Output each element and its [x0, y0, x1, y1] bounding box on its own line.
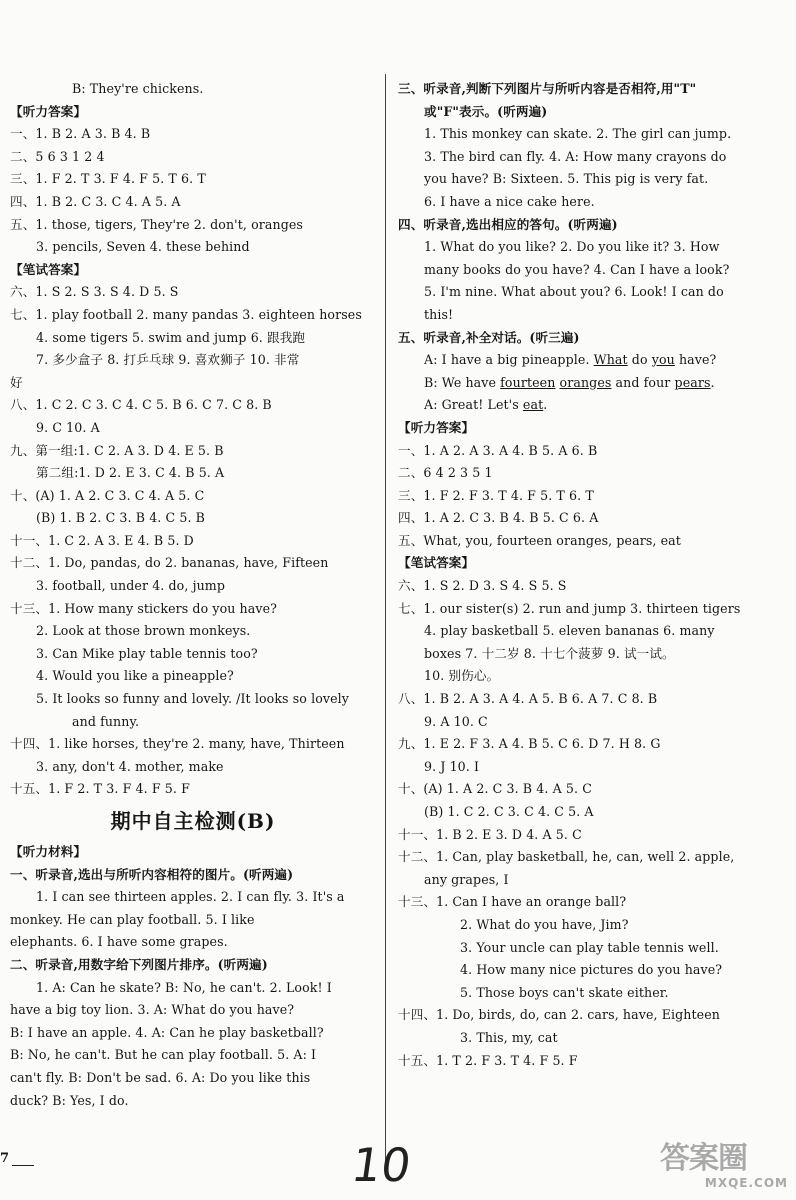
watermark-site: MXQE.COM	[704, 1176, 788, 1190]
answer-line: A: I have a big pineapple. What do you have?	[424, 352, 717, 368]
watermark-main: 答案圈	[660, 1141, 747, 1176]
answer-line: 五、What, you, fourteen oranges, pears, eat	[398, 532, 681, 548]
section-heading: 三、听录音,判断下列图片与所听内容是否相符,用"T"	[398, 81, 697, 96]
section-heading: 四、听录音,选出相应的答句。(听两遍)	[398, 216, 618, 232]
answer-line: 6. I have a nice cake here.	[424, 193, 595, 209]
answer-line: 4. Would you like a pineapple?	[36, 668, 234, 684]
answer-line: 7. 多少盒子 8. 打乒乓球 9. 喜欢狮子 10. 非常	[36, 352, 300, 368]
answer-line: 八、1. B 2. A 3. A 4. A 5. B 6. A 7. C 8. B	[398, 691, 658, 707]
answer-line: 一、1. B 2. A 3. B 4. B	[10, 126, 151, 142]
answer-line: 十四、1. like horses, they're 2. many, have, Thirteen	[10, 736, 345, 752]
answer-line: 十三、1. Can I have an orange ball?	[398, 894, 627, 910]
answer-line: 十、(A) 1. A 2. C 3. C 4. A 5. C	[10, 487, 205, 503]
section-heading: 【听力材料】	[10, 844, 87, 859]
section-heading: 二、听录音,用数字给下列图片排序。(听两遍)	[10, 956, 268, 972]
answer-line: 十二、1. Can, play basketball, he, can, well 2. apple,	[398, 849, 735, 865]
section-heading: 【笔试答案】	[10, 261, 87, 277]
section-heading: 或"F"表示。(听两遍)	[424, 103, 548, 119]
section-heading: 【笔试答案】	[398, 555, 475, 571]
answer-line: 10. 别伤心。	[424, 668, 500, 684]
page-number-rule	[12, 1165, 34, 1166]
answer-line: 9. A 10. C	[424, 713, 488, 729]
answer-line: (B) 1. C 2. C 3. C 4. C 5. A	[424, 804, 594, 819]
answer-line: 4. How many nice pictures do you have?	[460, 962, 723, 978]
answer-line: 3. The bird can fly. 4. A: How many crayons do	[424, 148, 727, 164]
answer-line: 十一、1. C 2. A 3. E 4. B 5. D	[10, 532, 194, 548]
answer-line: A: Great! Let's eat.	[424, 397, 548, 413]
answer-line: 3. any, don't 4. mother, make	[36, 758, 224, 774]
answer-line: 二、5 6 3 1 2 4	[10, 148, 105, 164]
answer-line: 9. C 10. A	[36, 419, 100, 435]
answer-line: 四、1. A 2. C 3. B 4. B 5. C 6. A	[398, 510, 599, 526]
answer-line: B: We have fourteen oranges and four pears.	[424, 374, 715, 390]
section-title: 期中自主检测(B)	[110, 809, 276, 833]
section-heading: 【听力答案】	[10, 103, 87, 119]
answer-line: elephants. 6. I have some grapes.	[10, 934, 228, 950]
answer-line: 9. J 10. I	[424, 758, 480, 774]
answer-line: 3. football, under 4. do, jump	[36, 578, 225, 594]
answer-line: many books do you have? 4. Can I have a look?	[424, 261, 730, 277]
answer-line: 十五、1. F 2. T 3. F 4. F 5. F	[10, 781, 190, 797]
answer-line: can't fly. B: Don't be sad. 6. A: Do you like this	[10, 1069, 311, 1085]
answer-line: 六、1. S 2. D 3. S 4. S 5. S	[398, 578, 567, 594]
answer-line: 一、1. A 2. A 3. A 4. B 5. A 6. B	[398, 442, 598, 458]
answer-line: 好	[10, 374, 23, 390]
answer-line: 4. some tigers 5. swim and jump 6. 跟我跑	[36, 329, 306, 345]
answer-line: you have? B: Sixteen. 5. This pig is very fat.	[424, 171, 709, 187]
answer-line: 3. This, my, cat	[460, 1029, 558, 1045]
answer-line: any grapes, I	[424, 871, 509, 887]
answer-line: 5. I'm nine. What about you? 6. Look! I can do	[424, 284, 724, 300]
answer-line: have a big toy lion. 3. A: What do you have?	[10, 1002, 295, 1018]
answer-line: (B) 1. B 2. C 3. B 4. C 5. B	[36, 510, 206, 526]
answer-line: 2. What do you have, Jim?	[460, 916, 629, 932]
answer-line: 2. Look at those brown monkeys.	[36, 623, 251, 639]
answer-line: 三、1. F 2. F 3. T 4. F 5. T 6. T	[398, 487, 594, 503]
answer-line: B: They're chickens.	[72, 81, 204, 96]
handwritten-note: 10	[348, 1138, 415, 1192]
answer-line: 六、1. S 2. S 3. S 4. D 5. S	[10, 284, 179, 300]
answer-line: 5. It looks so funny and lovely. /It looks so lovely	[36, 691, 349, 707]
answer-line: and funny.	[72, 713, 140, 729]
column-divider	[385, 74, 386, 1170]
answer-line: 十、(A) 1. A 2. C 3. B 4. A 5. C	[398, 781, 592, 797]
answer-line: 3. pencils, Seven 4. these behind	[36, 239, 250, 255]
section-heading: 一、听录音,选出与所听内容相符的图片。(听两遍)	[10, 866, 294, 882]
answer-line: 十三、1. How many stickers do you have?	[10, 600, 277, 616]
answer-line: B: I have an apple. 4. A: Can he play basketball?	[10, 1024, 324, 1040]
answer-line: boxes 7. 十二岁 8. 十七个菠萝 9. 试一试。	[424, 645, 675, 661]
watermark-logo	[660, 1142, 788, 1194]
answer-line: 七、1. play football 2. many pandas 3. eighteen horses	[10, 306, 362, 322]
answer-line: 第二组:1. D 2. E 3. C 4. B 5. A	[36, 465, 225, 481]
answer-line: 十五、1. T 2. F 3. T 4. F 5. F	[398, 1052, 578, 1068]
answer-line: 十四、1. Do, birds, do, can 2. cars, have, Eighteen	[398, 1007, 720, 1023]
answer-line: 五、1. those, tigers, They're 2. don't, oranges	[10, 216, 303, 232]
answer-line: 十二、1. Do, pandas, do 2. bananas, have, Fifteen	[10, 555, 329, 571]
answer-line: 1. A: Can he skate? B: No, he can't. 2. Look! I	[36, 979, 332, 995]
answer-line: this!	[424, 306, 454, 322]
answer-line: 七、1. our sister(s) 2. run and jump 3. thirteen tigers	[398, 600, 741, 616]
answer-line: 3. Your uncle can play table tennis well.	[460, 939, 719, 955]
answer-line: 4. play basketball 5. eleven bananas 6. many	[424, 623, 715, 639]
answer-line: 二、6 4 2 3 5 1	[398, 465, 493, 481]
section-heading: 【听力答案】	[398, 419, 475, 435]
answer-line: 十一、1. B 2. E 3. D 4. A 5. C	[398, 826, 582, 842]
page-number: 7	[0, 1151, 10, 1166]
answer-line: monkey. He can play football. 5. I like	[10, 911, 255, 927]
answer-line: 四、1. B 2. C 3. C 4. A 5. A	[10, 193, 181, 209]
answer-line: duck? B: Yes, I do.	[10, 1092, 129, 1108]
answer-line: 八、1. C 2. C 3. C 4. C 5. B 6. C 7. C 8. B	[10, 397, 272, 413]
answer-line: 1. This monkey can skate. 2. The girl can jump.	[424, 126, 732, 142]
answer-line: 九、第一组:1. C 2. A 3. D 4. E 5. B	[10, 442, 224, 458]
answer-line: 三、1. F 2. T 3. F 4. F 5. T 6. T	[10, 171, 206, 187]
answer-line: 1. What do you like? 2. Do you like it? 3. How	[424, 239, 720, 255]
answer-line: 1. I can see thirteen apples. 2. I can fly. 3. It's a	[36, 889, 345, 905]
answer-line: 九、1. E 2. F 3. A 4. B 5. C 6. D 7. H 8. G	[398, 736, 661, 752]
answer-line: 5. Those boys can't skate either.	[460, 984, 669, 1000]
answer-line: 3. Can Mike play table tennis too?	[36, 645, 258, 661]
answer-line: B: No, he can't. But he can play football. 5. A: I	[10, 1047, 317, 1063]
right-column	[398, 78, 782, 1072]
section-heading: 五、听录音,补全对话。(听三遍)	[398, 329, 580, 345]
left-column	[10, 78, 376, 1112]
